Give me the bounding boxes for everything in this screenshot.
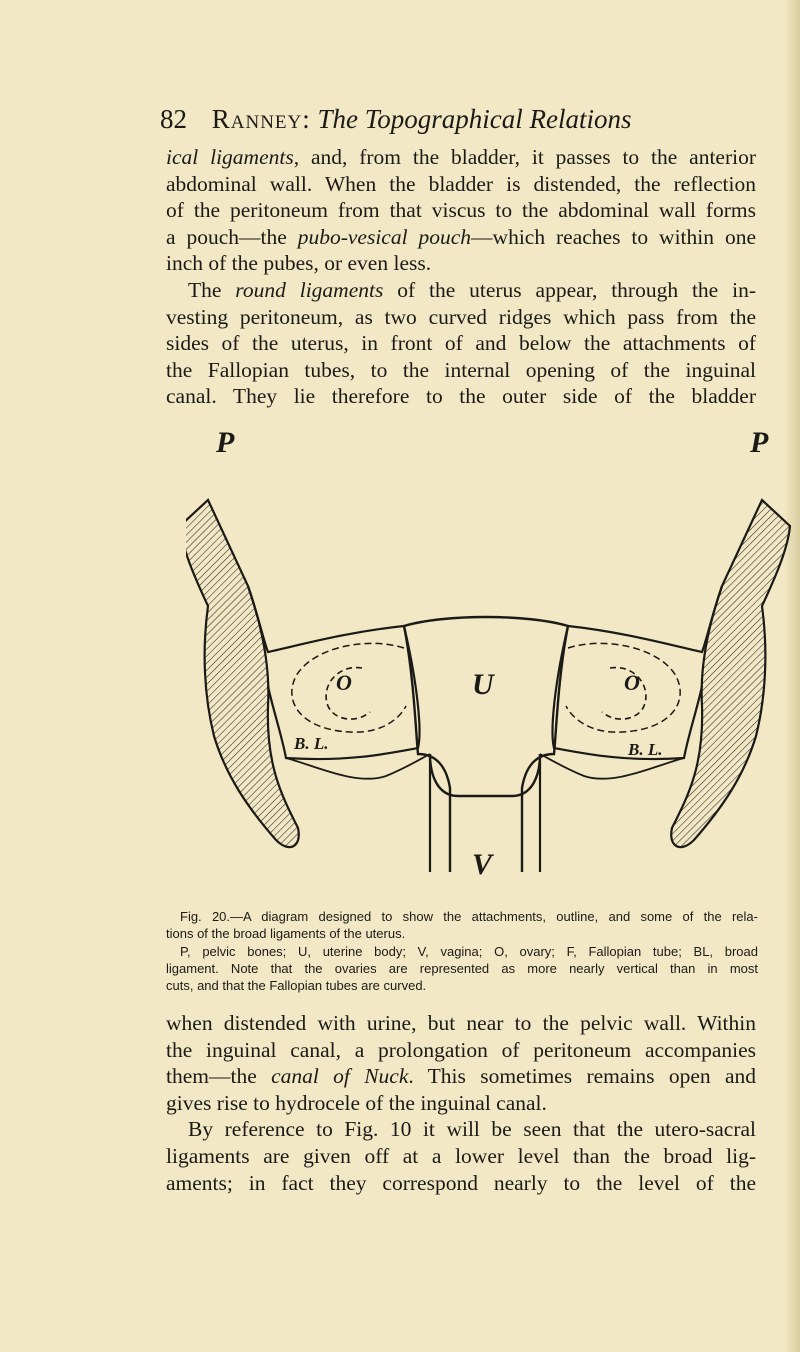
text-run: , and, from the bladder, it passes to the anterior bbox=[293, 145, 756, 169]
text-line bbox=[166, 1063, 756, 1090]
caption-line: tions of the broad ligaments of the uterus. bbox=[166, 926, 406, 942]
text-line: sides of the uterus, in front of and below the attachments of bbox=[166, 331, 756, 356]
text-line: the Fallopian tubes, to the internal opening of the inguinal bbox=[166, 357, 756, 382]
caption-line: ligament. Note that the ovaries are represented as more nearly vertical than in most bbox=[166, 960, 758, 976]
text-run: them—the bbox=[166, 1064, 272, 1089]
uterus-outline bbox=[404, 617, 568, 872]
caption-line: cuts, and that the Fallopian tubes are curved. bbox=[166, 978, 427, 994]
text-line: canal. They lie therefore to the outer side of the bladder bbox=[166, 384, 756, 409]
diagram-drawing bbox=[186, 436, 800, 896]
label-vagina: V bbox=[472, 848, 493, 881]
italic-term: ical ligaments bbox=[166, 145, 294, 169]
label-ovary-right: O bbox=[624, 670, 640, 695]
left-broad-ligament bbox=[248, 586, 419, 759]
text-run: —which reaches to within one bbox=[471, 224, 756, 249]
text-line: when distended with urine, but near to the pelvic wall. Within bbox=[166, 1011, 756, 1035]
right-pelvic-bone bbox=[671, 500, 790, 847]
italic-term: round ligaments bbox=[235, 277, 384, 302]
label-broad-ligament-left: B. L. bbox=[294, 734, 329, 753]
text-run: of the uterus appear, through the in- bbox=[383, 277, 756, 302]
label-p-right: P bbox=[750, 426, 769, 459]
label-ovary-left: O bbox=[336, 670, 352, 695]
running-header bbox=[160, 104, 720, 135]
italic-term: pubo-vesical pouch bbox=[297, 224, 472, 249]
italic-term: canal of Nuck bbox=[271, 1064, 409, 1089]
text-run: The bbox=[188, 277, 236, 302]
label-p-left: P bbox=[216, 426, 235, 459]
text-line: the inguinal canal, a prolongation of peritoneum accompanies bbox=[166, 1037, 756, 1062]
text-line: gives rise to hydrocele of the inguinal canal. bbox=[166, 1090, 547, 1115]
text-line bbox=[166, 224, 756, 251]
text-line: inch of the pubes, or even less. bbox=[166, 251, 432, 276]
text-line bbox=[166, 277, 756, 304]
figure-broad-ligament-diagram bbox=[186, 426, 800, 896]
paragraph-bottom bbox=[166, 1010, 756, 1196]
text-line: of the peritoneum from that viscus to the abdominal wall forms bbox=[166, 198, 756, 223]
page-number: 82 bbox=[160, 104, 187, 134]
header-author: Ranney: bbox=[211, 104, 311, 134]
text-line: By reference to Fig. 10 it will be seen that the utero-sacral bbox=[188, 1117, 756, 1142]
figure-caption bbox=[166, 908, 758, 994]
text-run: . This sometimes remains open and bbox=[408, 1064, 756, 1089]
caption-line: Fig. 20.—A diagram designed to show the attachments, outline, and some of the rela- bbox=[180, 909, 758, 924]
header-title: The Topographical Relations bbox=[317, 104, 632, 134]
caption-line: P, pelvic bones; U, uterine body; V, vagina; O, ovary; F, Fallopian tube; BL, broad bbox=[180, 943, 758, 959]
label-broad-ligament-right: B. L. bbox=[628, 740, 663, 759]
text-run: a pouch—the bbox=[166, 224, 298, 249]
left-pelvic-bone bbox=[186, 500, 299, 847]
text-line: vesting peritoneum, as two curved ridges which pass from the bbox=[166, 304, 756, 329]
paragraph-top bbox=[166, 144, 756, 410]
text-line: aments; in fact they correspond nearly to the level of the bbox=[166, 1170, 756, 1195]
text-line bbox=[166, 144, 756, 171]
label-uterus: U bbox=[472, 668, 494, 701]
text-line: ligaments are given off at a lower level than the broad lig- bbox=[166, 1143, 756, 1168]
text-line: abdominal wall. When the bladder is distended, the reflection bbox=[166, 171, 756, 196]
